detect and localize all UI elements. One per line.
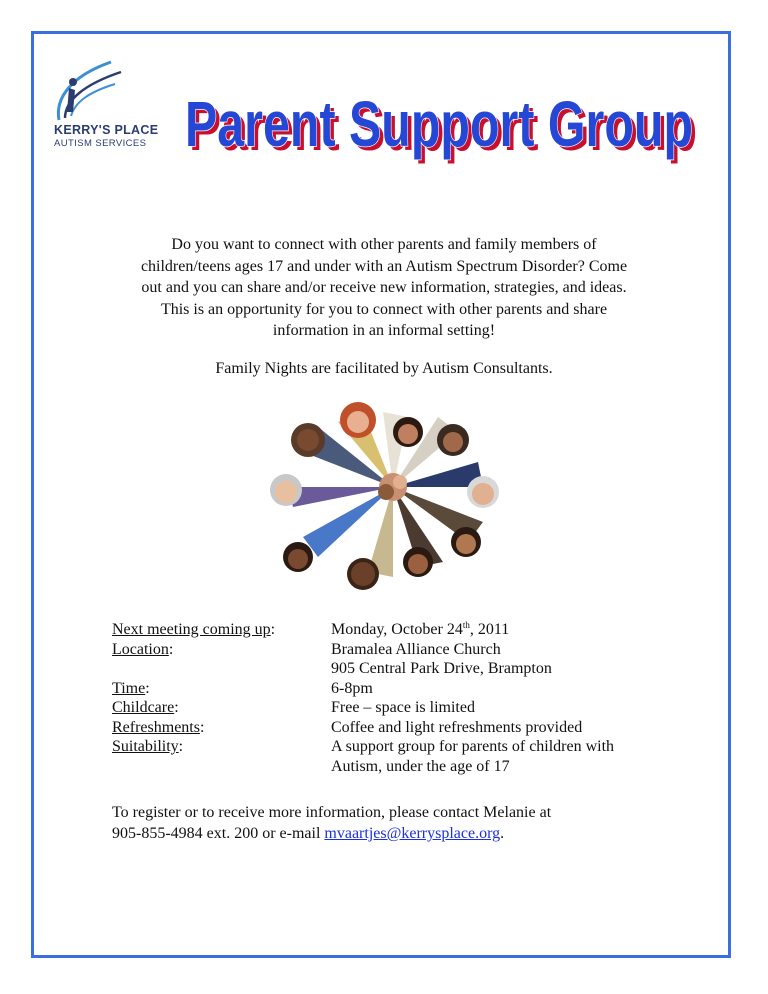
facilitated-note: Family Nights are facilitated by Autism Consultants. [215, 360, 553, 377]
refreshments-label: Refreshments [112, 718, 200, 736]
location-line-2: 905 Central Park Drive, Brampton [331, 660, 552, 677]
time-label: Time [112, 679, 146, 697]
date-suffix: , 2011 [469, 621, 510, 638]
time-value: 6-8pm [331, 679, 373, 697]
intro-paragraph [100, 234, 668, 342]
logo-text [54, 124, 158, 148]
title-text: Parent Support Group [185, 88, 693, 160]
page-title [181, 84, 701, 164]
next-meeting-label: Next meeting coming up [112, 621, 271, 638]
next-meeting-value [331, 620, 509, 640]
location-line-1: Bramalea Alliance Church [331, 640, 501, 658]
intro-line: information in an informal setting! [272, 322, 496, 339]
register-line-2-suffix: . [500, 825, 505, 842]
suitability-line-1: A support group for parents of children with [331, 738, 615, 755]
childcare-label: Childcare [112, 699, 175, 716]
register-paragraph [112, 802, 672, 844]
logo-line-2: AUTISM SERVICES [54, 137, 147, 149]
register-line-2-prefix: 905-855-4984 ext. 200 or e-mail [112, 825, 325, 842]
intro-line: Do you want to connect with other parents and family members of [171, 236, 597, 253]
date-prefix: Monday, October 24 [331, 621, 463, 638]
childcare-value: Free – space is limited [331, 699, 475, 716]
register-line-1: To register or to receive more information, please contact Melanie at [112, 804, 552, 821]
date-superscript: th [462, 620, 470, 630]
suitability-label: Suitability [112, 738, 179, 755]
logo-line-1: KERRY'S PLACE [54, 123, 159, 137]
intro-line: out and you can share and/or receive new information, strategies, and ideas. [141, 279, 627, 296]
intro-line: This is an opportunity for you to connect with other parents and share [160, 300, 608, 318]
location-label: Location [112, 640, 169, 658]
refreshments-value: Coffee and light refreshments provided [331, 718, 583, 736]
group-photo [258, 392, 528, 610]
title-shadow: Parent Support Group [189, 92, 697, 164]
email-link[interactable]: mvaartjes@kerrysplace.org [324, 825, 501, 842]
intro-line: children/teens ages 17 and under with an Autism Spectrum Disorder? Come [140, 257, 628, 275]
suitability-line-2: Autism, under the age of 17 [331, 757, 510, 775]
